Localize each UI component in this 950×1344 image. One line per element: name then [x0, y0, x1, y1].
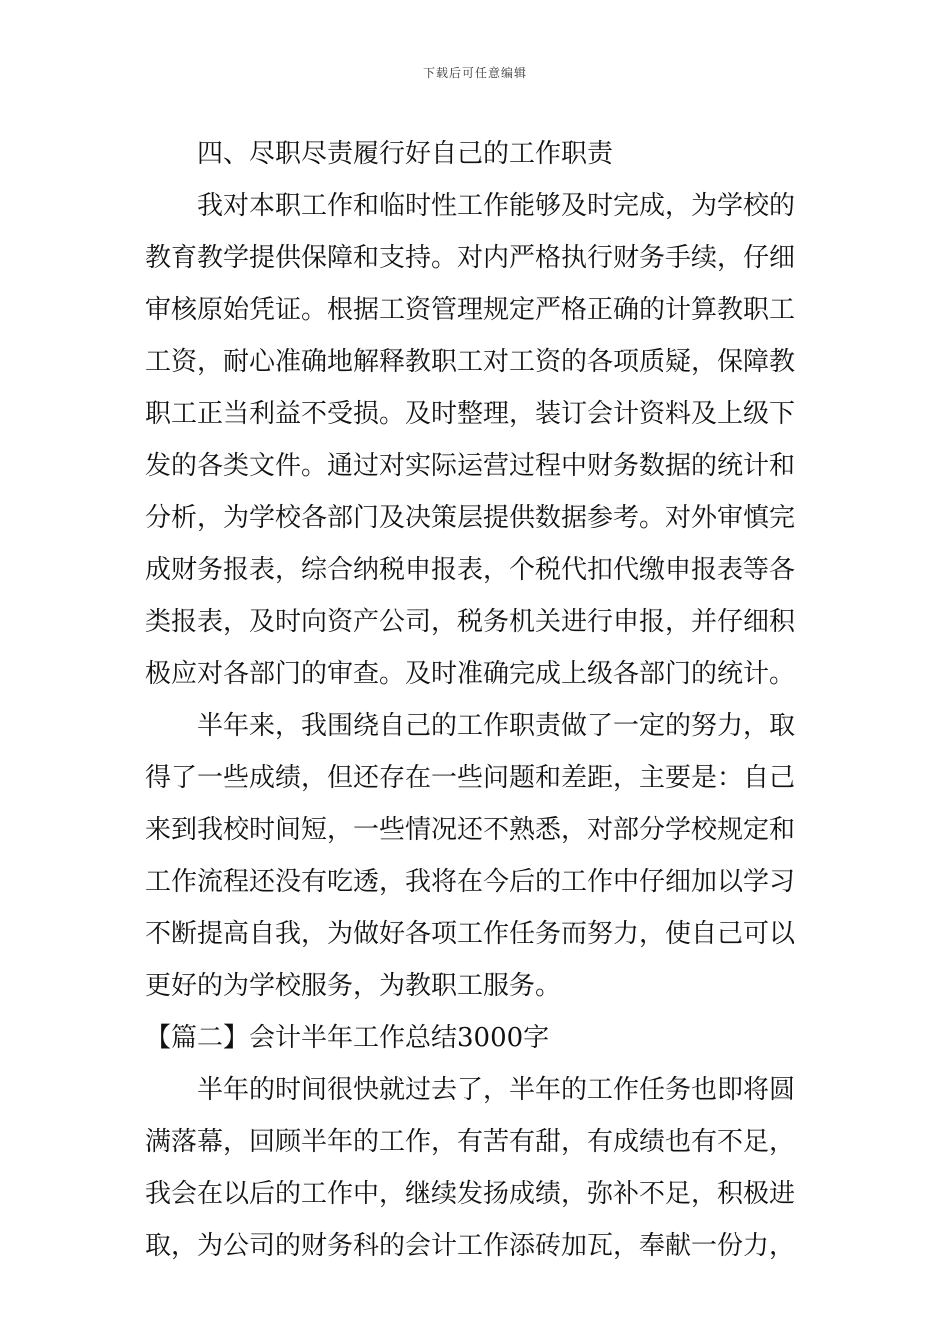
text-line: 不断提高自我，为做好各项工作任务而努力，使自己可以 — [145, 919, 796, 949]
text-line: 半年的时间很快就过去了，半年的工作任务也即将圆 — [197, 1075, 796, 1105]
text-line: 类报表，及时向资产公司，税务机关进行申报，并仔细积 — [145, 607, 796, 637]
text-line: 来到我校时间短，一些情况还不熟悉，对部分学校规定和 — [145, 815, 796, 845]
text-line: 审核原始凭证。根据工资管理规定严格正确的计算教职工 — [145, 295, 796, 325]
text-line: 取，为公司的财务科的会计工作添砖加瓦，奉献一份力， — [145, 1231, 796, 1261]
text-line: 分析，为学校各部门及决策层提供数据参考。对外审慎完 — [145, 503, 796, 533]
text-line: 发的各类文件。通过对实际运营过程中财务数据的统计和 — [145, 451, 796, 481]
text-line: 我会在以后的工作中，继续发扬成绩，弥补不足，积极进 — [145, 1179, 796, 1209]
text-line: 得了一些成绩，但还存在一些问题和差距，主要是：自己 — [145, 763, 796, 793]
text-line: 满落幕，回顾半年的工作，有苦有甜，有成绩也有不足， — [145, 1127, 796, 1157]
text-line: 更好的为学校服务，为教职工服务。 — [145, 971, 562, 1001]
text-line: 教育教学提供保障和支持。对内严格执行财务手续，仔细 — [145, 243, 796, 273]
text-line: 工作流程还没有吃透，我将在今后的工作中仔细加以学习 — [145, 867, 796, 897]
text-line: 成财务报表，综合纳税申报表，个税代扣代缴申报表等各 — [145, 555, 796, 585]
section-heading: 【篇二】会计半年工作总结3000字 — [145, 1023, 550, 1053]
text-line: 极应对各部门的审查。及时准确完成上级各部门的统计。 — [145, 659, 796, 689]
section-heading: 四、尽职尽责履行好自己的工作职责 — [197, 139, 614, 169]
text-line: 我对本职工作和临时性工作能够及时完成，为学校的 — [197, 191, 796, 221]
page-header-note: 下载后可任意编辑 — [422, 66, 527, 80]
text-line: 半年来，我围绕自己的工作职责做了一定的努力，取 — [197, 711, 796, 741]
document-body — [145, 128, 805, 1272]
text-line: 职工正当利益不受损。及时整理，装订会计资料及上级下 — [145, 399, 796, 429]
text-line: 工资，耐心准确地解释教职工对工资的各项质疑，保障教 — [145, 347, 796, 377]
